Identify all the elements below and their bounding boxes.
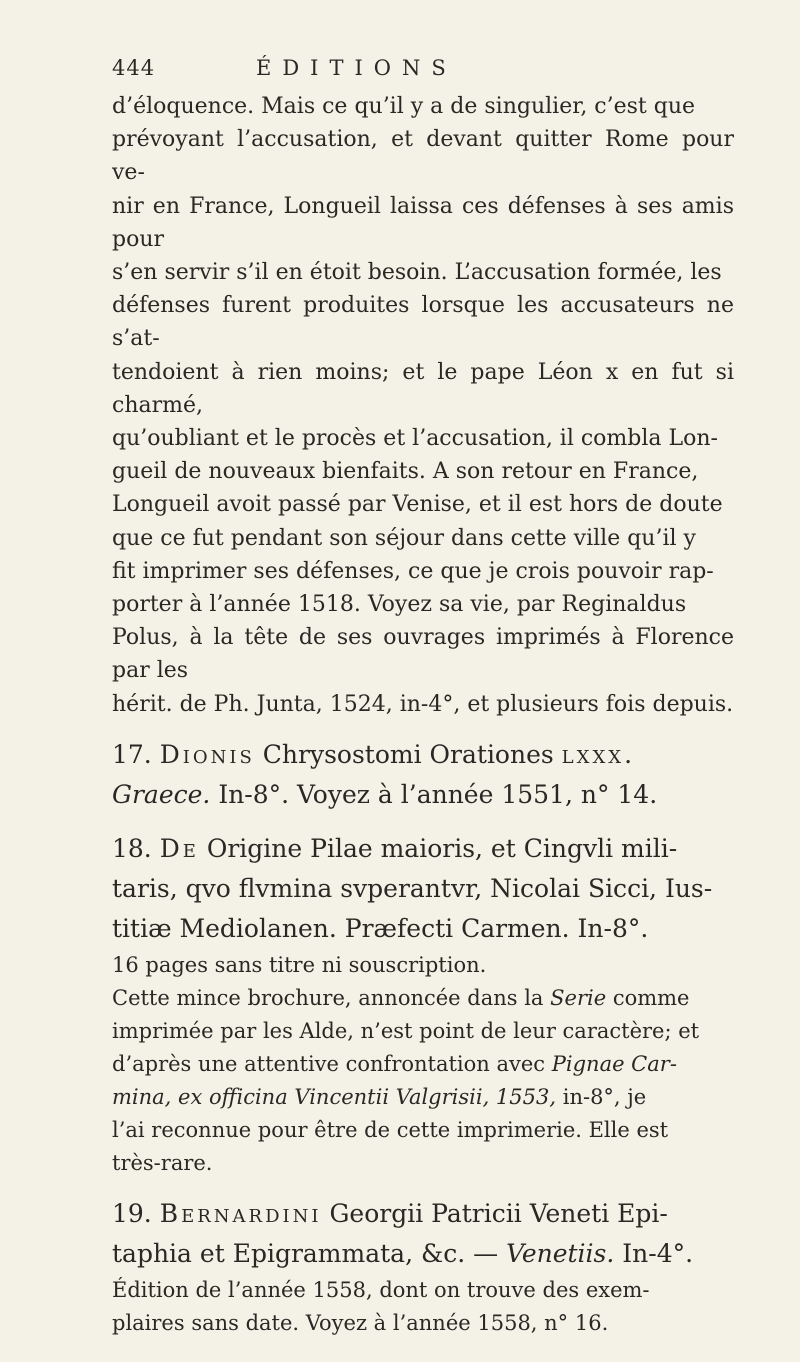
italic-title: Pignae Car-: [551, 1051, 677, 1076]
text-line: prévoyant l’accusation, et devant quitter Rome pour ve-: [112, 127, 734, 186]
text-span: Cette mince brochure, annoncée dans la: [112, 985, 551, 1010]
entry-title: Georgii Patricii Veneti Epi-: [329, 1198, 668, 1228]
entry-description: [112, 1274, 734, 1340]
entry-language: Graece.: [112, 779, 211, 809]
entry-title: Origine Pilae maioris, et Cingvli mili-: [206, 833, 678, 863]
text-line: nir en France, Longueil laissa ces défenses à ses amis pour: [112, 193, 734, 252]
entry-19: [112, 1194, 734, 1340]
text-line: Polus, à la tête de ses ouvrages imprimés à Florence par les: [112, 625, 734, 684]
entry-title-line: taris, qvo flvmina svperantvr, Nicolai Sicci, Ius-: [112, 873, 713, 903]
entry-18: [112, 829, 734, 1180]
entry-count: lxxx.: [561, 739, 636, 769]
entry-heading: [112, 735, 734, 815]
text-span: comme: [606, 985, 690, 1010]
text-line: hérit. de Ph. Junta, 1524, in-4°, et plusieurs fois depuis.: [112, 691, 734, 717]
text-line: d’éloquence. Mais ce qu’il y a de singulier, c’est que: [112, 94, 696, 119]
text-span: in-8°, je: [556, 1084, 647, 1109]
entry-place: Venetiis.: [506, 1238, 615, 1268]
text-line: qu’oubliant et le procès et l’accusation, il combla Lon-: [112, 426, 718, 452]
text-line: Édition de l’année 1558, dont on trouve des exem-: [112, 1277, 650, 1302]
entry-title: Chrysostomi Orationes: [262, 739, 554, 769]
text-line: fit imprimer ses défenses, ce que je crois pouvoir rap-: [112, 558, 714, 584]
entry-format: In-4°.: [614, 1238, 694, 1268]
text-line: porter à l’année 1518. Voyez sa vie, par Reginaldus: [112, 592, 687, 618]
entry-title: taphia et Epigrammata, &c. —: [112, 1238, 507, 1268]
text-line: plaires sans date. Voyez à l’année 1558, n° 16.: [112, 1310, 609, 1335]
text-line: défenses furent produites lorsque les accusateurs ne s’at-: [112, 293, 734, 352]
entry-format: In-8°. Voyez à l’année 1551, n° 14.: [218, 779, 658, 809]
entry-heading: [112, 829, 734, 949]
entry-number: 19.: [112, 1198, 152, 1228]
entry-description: [112, 949, 734, 1180]
text-line: Longueil avoit passé par Venise, et il est hors de doute: [112, 492, 723, 518]
italic-title: Serie: [550, 985, 607, 1010]
running-head: [112, 56, 734, 90]
entry-heading: [112, 1194, 734, 1274]
entry-head-word: De: [159, 833, 199, 863]
entry-title-line: titiæ Mediolanen. Præfecti Carmen. In-8°.: [112, 913, 649, 943]
text-line: l’ai reconnue pour être de cette imprimerie. Elle est: [112, 1117, 669, 1142]
text-line: 16 pages sans titre ni souscription.: [112, 952, 487, 977]
page-number: 444: [112, 56, 156, 80]
text-line: très-rare.: [112, 1150, 213, 1175]
entry-author: Bernardini: [159, 1198, 322, 1228]
text-line: tendoient à rien moins; et le pape Léon x en fut si charmé,: [112, 359, 734, 418]
text-span: d’après une attentive confrontation avec: [112, 1051, 552, 1076]
entry-number: 17.: [112, 739, 152, 769]
text-line: que ce fut pendant son séjour dans cette ville qu’il y: [112, 525, 696, 551]
entry-17: [112, 735, 734, 815]
entry-number: 18.: [112, 833, 152, 863]
italic-title: mina, ex officina Vincentii Valgrisii, 1553,: [112, 1084, 557, 1109]
text-line: imprimée par les Alde, n’est point de leur caractère; et: [112, 1018, 700, 1043]
text-line: gueil de nouveaux bienfaits. A son retour en France,: [112, 459, 699, 485]
text-line: s’en servir s’il en étoit besoin. L’accusation formée, les: [112, 260, 722, 286]
intro-paragraph: [112, 90, 734, 721]
running-title: ÉDITIONS: [256, 56, 457, 80]
entry-author: Dionis: [159, 739, 255, 769]
